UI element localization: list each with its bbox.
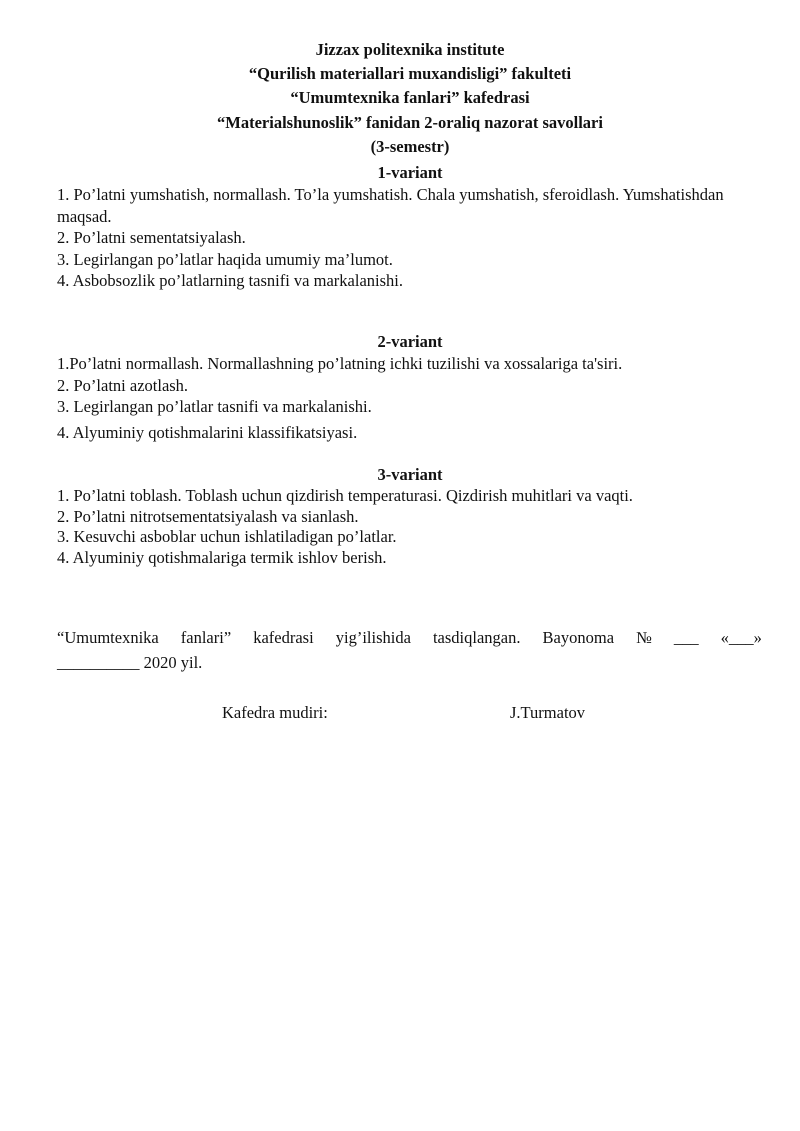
institute-name: Jizzax politexnika institute <box>315 40 505 59</box>
variant-1-questions <box>57 184 757 292</box>
approval-word: yig’ilishida <box>335 628 411 647</box>
question-item: 1. Po’latni yumshatish, normallash. To’la yumshatish. Chala yumshatish, sferoidlash. Yumshatishdan maqsad. <box>57 185 724 226</box>
approval-word: “Umumtexnika <box>57 628 159 647</box>
semester-label: (3-semestr) <box>370 136 450 156</box>
question-item: 2. Po’latni azotlash. <box>57 375 189 395</box>
question-item: 2. Po’latni nitrotsementatsiyalash va sianlash. <box>57 506 359 526</box>
approval-word: tasdiqlangan. <box>432 628 521 647</box>
approval-word: № <box>636 628 652 647</box>
question-item: 4. Alyuminiy qotishmalarini klassifikatsiyasi. <box>57 422 358 442</box>
approval-word: fanlari” <box>180 628 232 647</box>
exam-title: “Materialshunoslik” fanidan 2-oraliq nazorat savollari <box>217 112 603 132</box>
document-header <box>0 38 800 159</box>
variant-1-title: 1-variant <box>377 163 443 182</box>
question-item: 4. Alyuminiy qotishmalariga termik ishlov berish. <box>57 548 387 568</box>
question-item: 4. Asbobsozlik po’latlarning tasnifi va markalanishi. <box>57 271 403 290</box>
question-item: 3. Kesuvchi asboblar uchun ishlatiladigan po’latlar. <box>57 527 397 547</box>
signature-role: Kafedra mudiri: <box>222 703 328 722</box>
variant-3-title: 3-variant <box>377 465 443 484</box>
question-item: 3. Legirlangan po’latlar tasnifi va markalanishi. <box>57 397 372 416</box>
approval-line-1 <box>57 625 762 650</box>
question-item: 3. Legirlangan po’latlar haqida umumiy ma’lumot. <box>57 249 393 269</box>
approval-line-2: __________ 2020 yil. <box>57 653 203 672</box>
variant-2-questions <box>57 353 757 443</box>
question-item: 1. Po’latni toblash. Toblash uchun qizdirish temperaturasi. Qizdirish muhitlari va vaqti. <box>57 486 633 505</box>
department-name: “Umumtexnika fanlari” kafedrasi <box>290 88 530 108</box>
signature-name: J.Turmatov <box>510 703 586 722</box>
variant-2-title: 2-variant <box>377 332 443 351</box>
protocol-day-blank: «___» <box>720 628 762 647</box>
variant-3-questions <box>57 486 757 569</box>
question-item: 2. Po’latni sementatsiyalash. <box>57 228 246 247</box>
approval-statement <box>57 625 762 675</box>
approval-word: kafedrasi <box>253 628 314 647</box>
faculty-name: “Qurilish materiallari muxandisligi” fakulteti <box>248 64 572 84</box>
protocol-number-blank: ___ <box>673 628 699 647</box>
question-item: 1.Po’latni normallash. Normallashning po’latning ichki tuzilishi va xossalariga ta'siri. <box>57 354 623 373</box>
approval-word: Bayonoma <box>542 628 615 647</box>
